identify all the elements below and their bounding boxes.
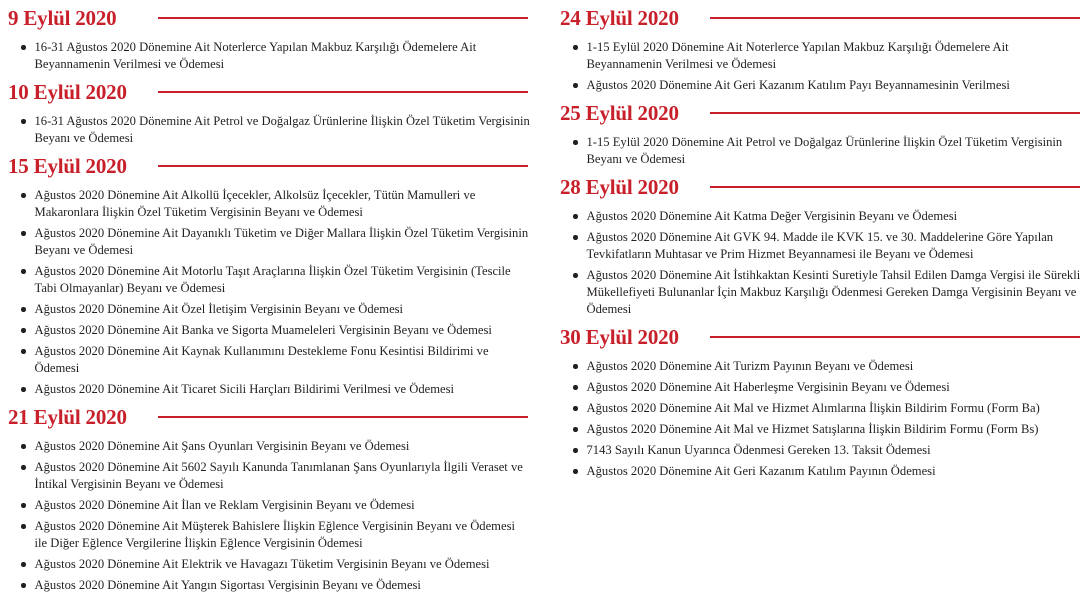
deadline-item-text: Ağustos 2020 Dönemine Ait Ticaret Sicili Harçları Bildirimi Verilmesi ve Ödemesi: [34, 382, 455, 396]
date-heading-row: [560, 325, 1082, 349]
date-heading: 28 Eylül 2020: [560, 175, 679, 199]
bullet-icon: [573, 235, 578, 240]
deadline-list-item: [573, 39, 1082, 73]
date-heading: 21 Eylül 2020: [8, 405, 127, 429]
deadline-list-item: [21, 381, 530, 398]
deadline-item-text: Ağustos 2020 Dönemine Ait 5602 Sayılı Kanunda Tanımlanan Şans Oyunlarıyla İlgili Veraset ve İntikal Vergisinin Beyanı ve Ödemesi: [34, 460, 523, 491]
bullet-icon: [573, 427, 578, 432]
heading-rule-line: [710, 17, 1080, 19]
deadline-list-item: [21, 343, 530, 377]
bullet-icon: [21, 328, 26, 333]
deadline-list-item: [21, 577, 530, 594]
heading-rule-line: [158, 165, 528, 167]
calendar-column-left: [8, 4, 530, 600]
deadline-item-list: [8, 113, 530, 147]
deadline-list-item: [21, 438, 530, 455]
date-heading-row: [560, 101, 1082, 125]
bullet-icon: [573, 469, 578, 474]
deadline-item-text: Ağustos 2020 Dönemine Ait Elektrik ve Havagazı Tüketim Vergisinin Beyanı ve Ödemesi: [34, 557, 490, 571]
deadline-list-item: [573, 358, 1082, 375]
deadline-item-text: Ağustos 2020 Dönemine Ait Alkollü İçecekler, Alkolsüz İçecekler, Tütün Mamulleri ve Makaronlara İlişkin Özel Tüketim Vergisinin Beyanı ve Ödemesi: [34, 188, 476, 219]
bullet-icon: [21, 524, 26, 529]
deadline-item-text: Ağustos 2020 Dönemine Ait Geri Kazanım Katılım Payı Beyannamesinin Verilmesi: [586, 78, 1010, 92]
date-section: [8, 80, 530, 147]
deadline-item-text: Ağustos 2020 Dönemine Ait Yangın Sigortası Vergisinin Beyanı ve Ödemesi: [34, 578, 421, 592]
bullet-icon: [573, 273, 578, 278]
date-heading-row: [8, 154, 530, 178]
date-heading: 24 Eylül 2020: [560, 6, 679, 30]
deadline-item-list: [560, 358, 1082, 480]
deadline-item-text: Ağustos 2020 Dönemine Ait Müşterek Bahislere İlişkin Eğlence Vergisinin Beyanı ve Ödemesi ile Diğer Eğlence Vergilerine İlişkin Eğlence Vergisinin Ödemesi: [34, 519, 515, 550]
heading-rule-line: [158, 91, 528, 93]
heading-rule-line: [158, 17, 528, 19]
deadline-list-item: [21, 556, 530, 573]
bullet-icon: [21, 269, 26, 274]
date-section: [8, 6, 530, 73]
deadline-list-item: [21, 187, 530, 221]
bullet-icon: [21, 307, 26, 312]
date-heading: 15 Eylül 2020: [8, 154, 127, 178]
deadline-item-text: Ağustos 2020 Dönemine Ait Turizm Payının Beyanı ve Ödemesi: [586, 359, 914, 373]
date-heading-row: [560, 175, 1082, 199]
bullet-icon: [573, 45, 578, 50]
date-heading-row: [8, 80, 530, 104]
deadline-list-item: [573, 77, 1082, 94]
bullet-icon: [21, 562, 26, 567]
deadline-item-text: Ağustos 2020 Dönemine Ait Mal ve Hizmet Satışlarına İlişkin Bildirim Formu (Form Bs): [586, 422, 1039, 436]
bullet-icon: [21, 503, 26, 508]
deadline-list-item: [21, 459, 530, 493]
deadline-list-item: [573, 229, 1082, 263]
bullet-icon: [573, 406, 578, 411]
date-heading: 25 Eylül 2020: [560, 101, 679, 125]
calendar-columns: [8, 4, 1082, 600]
date-heading: 10 Eylül 2020: [8, 80, 127, 104]
deadline-item-text: Ağustos 2020 Dönemine Ait Şans Oyunları Vergisinin Beyanı ve Ödemesi: [34, 439, 410, 453]
bullet-icon: [573, 214, 578, 219]
deadline-item-list: [8, 187, 530, 398]
deadline-item-text: Ağustos 2020 Dönemine Ait Kaynak Kullanımını Destekleme Fonu Kesintisi Bildirimi ve Ödemesi: [34, 344, 489, 375]
heading-rule-line: [710, 112, 1080, 114]
deadline-list-item: [21, 113, 530, 147]
deadline-item-text: 7143 Sayılı Kanun Uyarınca Ödenmesi Gereken 13. Taksit Ödemesi: [586, 443, 931, 457]
deadline-list-item: [573, 134, 1082, 168]
deadline-item-list: [560, 39, 1082, 94]
deadline-item-text: Ağustos 2020 Dönemine Ait GVK 94. Madde ile KVK 15. ve 30. Maddelerine Göre Yapılan Tevkifatların Muhtasar ve Prim Hizmet Beyannamesi ile Beyanı ve Ödemesi: [586, 230, 1054, 261]
deadline-list-item: [573, 400, 1082, 417]
deadline-list-item: [573, 463, 1082, 480]
date-heading: 30 Eylül 2020: [560, 325, 679, 349]
deadline-list-item: [21, 225, 530, 259]
deadline-item-text: 1-15 Eylül 2020 Dönemine Ait Petrol ve Doğalgaz Ürünlerine İlişkin Özel Tüketim Vergisinin Beyanı ve Ödemesi: [586, 135, 1063, 166]
date-section: [560, 175, 1082, 318]
deadline-list-item: [21, 263, 530, 297]
date-section: [560, 325, 1082, 480]
deadline-list-item: [573, 379, 1082, 396]
deadline-item-list: [560, 134, 1082, 168]
deadline-list-item: [21, 322, 530, 339]
bullet-icon: [573, 385, 578, 390]
deadline-item-text: Ağustos 2020 Dönemine Ait Dayanıklı Tüketim ve Diğer Mallara İlişkin Özel Tüketim Vergisinin Beyanı ve Ödemesi: [34, 226, 529, 257]
bullet-icon: [21, 583, 26, 588]
bullet-icon: [21, 465, 26, 470]
calendar-column-right: [560, 4, 1082, 486]
deadline-list-item: [573, 208, 1082, 225]
heading-rule-line: [158, 416, 528, 418]
bullet-icon: [21, 119, 26, 124]
deadline-item-text: 16-31 Ağustos 2020 Dönemine Ait Noterlerce Yapılan Makbuz Karşılığı Ödemelere Ait Beyannamenin Verilmesi ve Ödemesi: [34, 40, 477, 71]
bullet-icon: [21, 444, 26, 449]
deadline-list-item: [21, 497, 530, 514]
date-heading: 9 Eylül 2020: [8, 6, 117, 30]
deadline-item-text: 16-31 Ağustos 2020 Dönemine Ait Petrol ve Doğalgaz Ürünlerine İlişkin Özel Tüketim Vergisinin Beyanı ve Ödemesi: [34, 114, 530, 145]
deadline-list-item: [573, 442, 1082, 459]
deadline-item-text: Ağustos 2020 Dönemine Ait İstihkaktan Kesinti Suretiyle Tahsil Edilen Damga Vergisi ile Sürekli Mükellefiyeti Bulunanlar İçin Makbuz Karşılığı Ödenmesi Gereken Damga Vergisinin Beyanı ve Ödemesi: [586, 268, 1081, 316]
date-section: [560, 101, 1082, 168]
bullet-icon: [21, 45, 26, 50]
deadline-item-text: 1-15 Eylül 2020 Dönemine Ait Noterlerce Yapılan Makbuz Karşılığı Ödemelere Ait Beyannamenin Verilmesi ve Ödemesi: [586, 40, 1009, 71]
deadline-item-text: Ağustos 2020 Dönemine Ait Özel İletişim Vergisinin Beyanı ve Ödemesi: [34, 302, 404, 316]
deadline-list-item: [573, 421, 1082, 438]
date-section: [8, 405, 530, 594]
bullet-icon: [21, 231, 26, 236]
date-section: [8, 154, 530, 398]
bullet-icon: [573, 448, 578, 453]
deadline-list-item: [573, 267, 1082, 318]
deadline-item-text: Ağustos 2020 Dönemine Ait Mal ve Hizmet Alımlarına İlişkin Bildirim Formu (Form Ba): [586, 401, 1040, 415]
bullet-icon: [573, 140, 578, 145]
date-section: [560, 6, 1082, 94]
deadline-item-text: Ağustos 2020 Dönemine Ait İlan ve Reklam Vergisinin Beyanı ve Ödemesi: [34, 498, 415, 512]
deadline-item-list: [8, 39, 530, 73]
deadline-item-text: Ağustos 2020 Dönemine Ait Katma Değer Vergisinin Beyanı ve Ödemesi: [586, 209, 958, 223]
bullet-icon: [21, 387, 26, 392]
date-heading-row: [8, 6, 530, 30]
date-heading-row: [560, 6, 1082, 30]
deadline-item-text: Ağustos 2020 Dönemine Ait Geri Kazanım Katılım Payının Ödemesi: [586, 464, 936, 478]
deadline-item-text: Ağustos 2020 Dönemine Ait Motorlu Taşıt Araçlarına İlişkin Özel Tüketim Vergisinin (Tescile Tabi Olmayanlar) Beyanı ve Ödemesi: [34, 264, 511, 295]
bullet-icon: [21, 349, 26, 354]
deadline-item-text: Ağustos 2020 Dönemine Ait Banka ve Sigorta Muameleleri Vergisinin Beyanı ve Ödemesi: [34, 323, 492, 337]
deadline-item-list: [560, 208, 1082, 318]
bullet-icon: [21, 193, 26, 198]
deadline-item-list: [8, 438, 530, 594]
heading-rule-line: [710, 336, 1080, 338]
bullet-icon: [573, 83, 578, 88]
heading-rule-line: [710, 186, 1080, 188]
bullet-icon: [573, 364, 578, 369]
deadline-list-item: [21, 301, 530, 318]
deadline-item-text: Ağustos 2020 Dönemine Ait Haberleşme Vergisinin Beyanı ve Ödemesi: [586, 380, 950, 394]
date-heading-row: [8, 405, 530, 429]
deadline-list-item: [21, 39, 530, 73]
deadline-list-item: [21, 518, 530, 552]
